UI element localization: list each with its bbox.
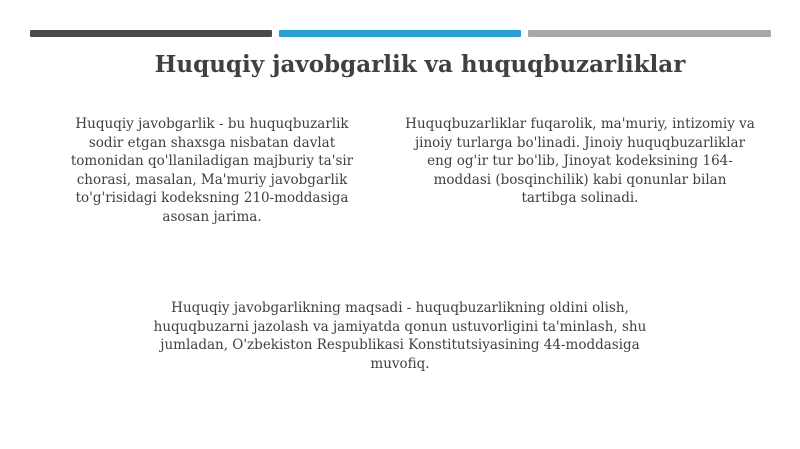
header-bar-blue: [279, 30, 521, 37]
bottom-text-block: Huquqiy javobgarlikning maqsadi - huquqbuzarlikning oldini olish, huquqbuzarni jazolash va jamiyatda qonun ustuvorligini ta'minlash, shu jumladan, O'zbekiston Respublikasi Konstitutsiyasining 44-moddasiga muvofiq.: [153, 300, 647, 372]
header-bar-gray: [528, 30, 771, 37]
slide-title: Huquqiy javobgarlik va huquqbuzarliklar: [154, 51, 686, 78]
header-bar-dark: [30, 30, 272, 37]
right-text-block: Huquqbuzarliklar fuqarolik, ma'muriy, intizomiy va jinoiy turlarga bo'linadi. Jinoiy huquqbuzarliklar eng og'ir tur bo'lib, Jinoyat kodeksining 164-moddasi (bosqinchilik) kabi qonunlar bilan tartibga solinadi.: [405, 116, 755, 206]
left-text-block: Huquqiy javobgarlik - bu huquqbuzarlik sodir etgan shaxsga nisbatan davlat tomonidan qo'llaniladigan majburiy ta'sir chorasi, masalan, Ma'muriy javobgarlik to'g'risidagi kodeksning 210-moddasiga asosan jarima.: [70, 116, 354, 225]
